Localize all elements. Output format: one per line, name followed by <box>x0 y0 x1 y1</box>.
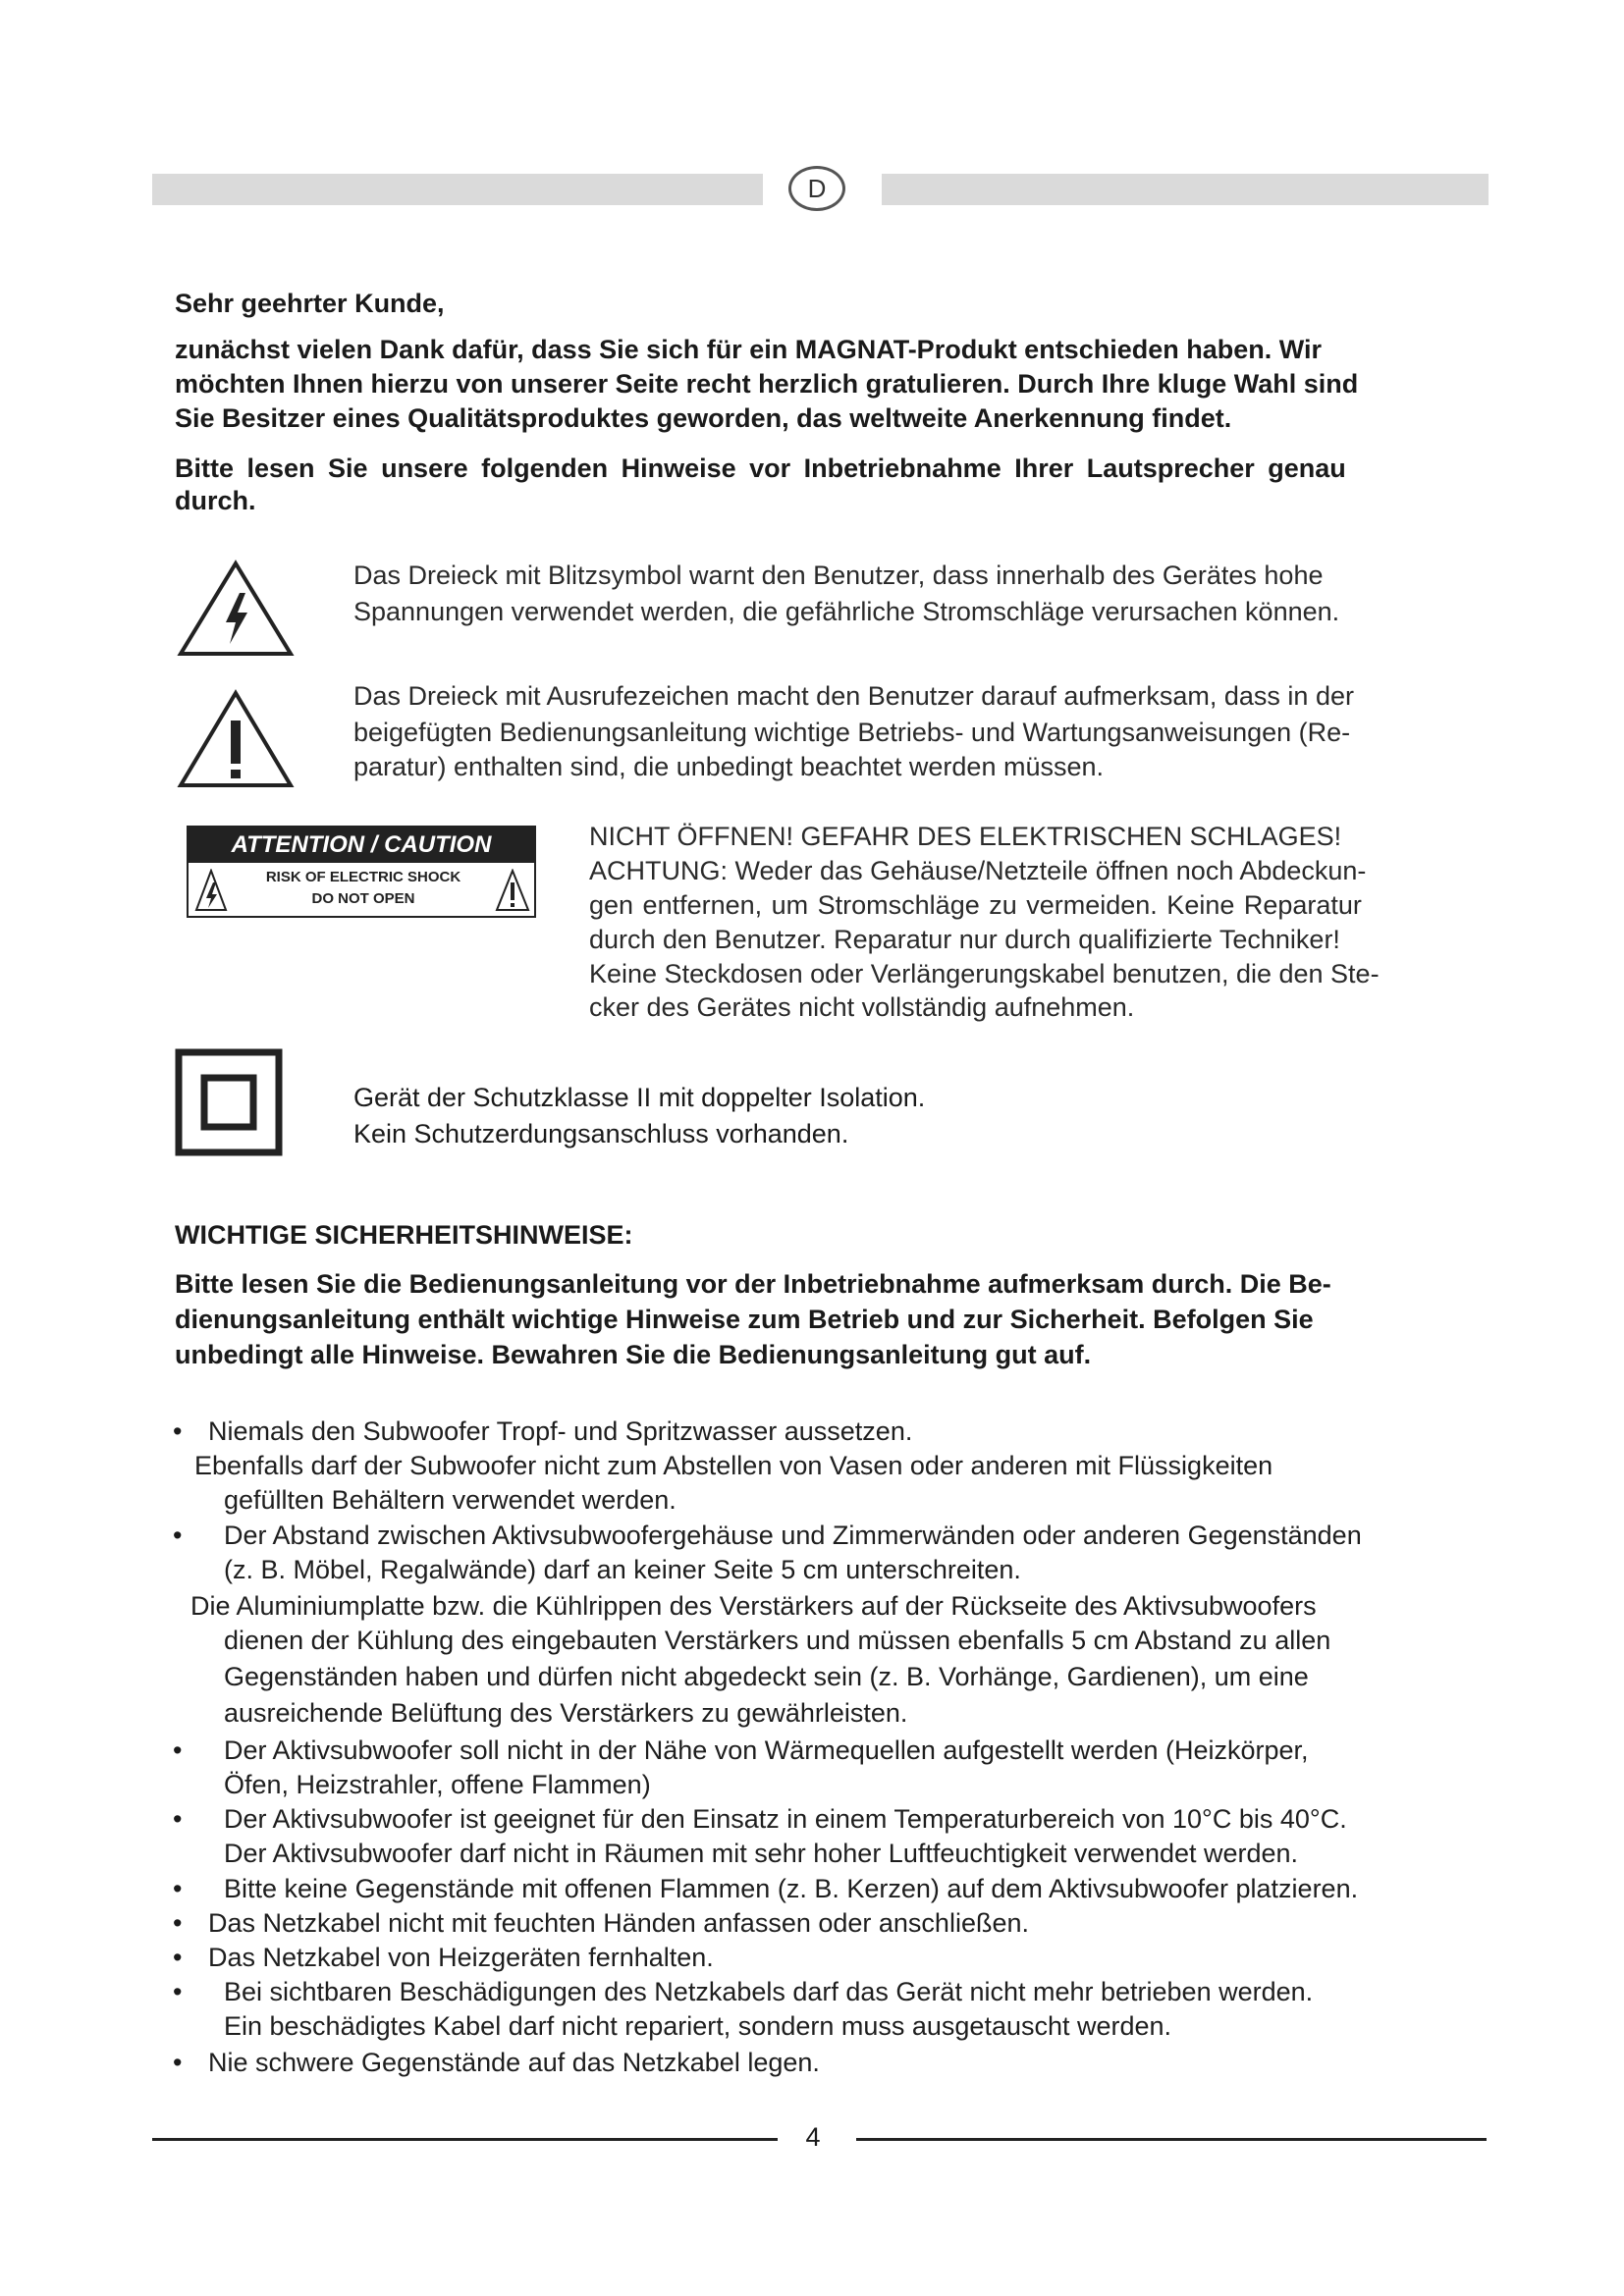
protection-class-2-icon <box>175 1048 283 1156</box>
class2-text-2: Kein Schutzerdungsanschluss vorhanden. <box>353 1119 849 1148</box>
list-item: Bitte keine Gegenstände mit offenen Flammen (z. B. Kerzen) auf dem Aktivsubwoofer platzieren. <box>224 1874 1359 1903</box>
caution-label-line-1: RISK OF ELECTRIC SHOCK <box>265 869 461 885</box>
lightning-text-1: Das Dreieck mit Blitzsymbol warnt den Benutzer, dass innerhalb des Gerätes hohe <box>353 561 1324 590</box>
caution-text-2: ACHTUNG: Weder das Gehäuse/Netzteile öffnen noch Abdeckun- <box>589 856 1367 885</box>
caution-text-1: NICHT ÖFFNEN! GEFAHR DES ELEKTRISCHEN SCHLAGES! <box>589 822 1342 851</box>
bullet-6: • <box>173 1908 183 1938</box>
list-item: ausreichende Belüftung des Verstärkers zu gewährleisten. <box>224 1698 908 1728</box>
page-number: 4 <box>805 2122 821 2152</box>
list-item: dienen der Kühlung des eingebauten Verstärkers und müssen ebenfalls 5 cm Abstand zu allen <box>224 1626 1331 1655</box>
footer-rule-left <box>152 2138 778 2141</box>
footer-rule-right <box>856 2138 1487 2141</box>
read-line-2: durch. <box>175 486 256 515</box>
list-item: Ein beschädigtes Kabel darf nicht repariert, sondern muss ausgetauscht werden. <box>224 2011 1172 2041</box>
lightning-text-2: Spannungen verwendet werden, die gefährliche Stromschläge verursachen können. <box>353 597 1340 626</box>
bullet-3: • <box>173 1735 183 1765</box>
bullet-1: • <box>173 1416 183 1446</box>
list-item: Gegenständen haben und dürfen nicht abgedeckt sein (z. B. Vorhänge, Gardienen), um eine <box>224 1662 1309 1691</box>
list-item: Bei sichtbaren Beschädigungen des Netzkabels darf das Gerät nicht mehr betrieben werden. <box>224 1977 1314 2006</box>
caution-label-line-2: DO NOT OPEN <box>311 890 415 907</box>
lightning-warning-icon <box>177 560 295 658</box>
header-bar-right <box>882 174 1489 205</box>
thanks-line-3: Sie Besitzer eines Qualitätsproduktes geworden, das weltweite Anerkennung findet. <box>175 403 1232 433</box>
caution-text-6: cker des Gerätes nicht vollständig aufnehmen. <box>589 992 1135 1022</box>
list-item: Der Aktivsubwoofer soll nicht in der Nähe von Wärmequellen aufgestellt werden (Heizkörper, <box>224 1735 1309 1765</box>
exclamation-text-1: Das Dreieck mit Ausrufezeichen macht den Benutzer darauf aufmerksam, dass in der <box>353 681 1354 711</box>
header-bar-left <box>152 174 763 205</box>
salutation: Sehr geehrter Kunde, <box>175 289 445 318</box>
thanks-line-2: möchten Ihnen hierzu von unserer Seite recht herzlich gratulieren. Durch Ihre kluge Wahl sind <box>175 369 1359 399</box>
caution-label-title: ATTENTION / CAUTION <box>189 828 534 863</box>
safety-intro-2: dienungsanleitung enthält wichtige Hinweise zum Betrieb und zur Sicherheit. Befolgen Sie <box>175 1305 1314 1334</box>
thanks-line-1: zunächst vielen Dank dafür, dass Sie sich für ein MAGNAT-Produkt entschieden haben. Wir <box>175 335 1323 364</box>
list-item: Das Netzkabel von Heizgeräten fernhalten. <box>208 1943 714 1972</box>
language-badge: D <box>788 166 845 211</box>
list-item: Ebenfalls darf der Subwoofer nicht zum Abstellen von Vasen oder anderen mit Flüssigkeiten <box>194 1451 1273 1480</box>
list-item: Nie schwere Gegenstände auf das Netzkabel legen. <box>208 2048 820 2077</box>
caution-label <box>187 826 536 918</box>
list-item: Der Abstand zwischen Aktivsubwoofergehäuse und Zimmerwänden oder anderen Gegenständen <box>224 1521 1362 1550</box>
read-line-1: Bitte lesen Sie unsere folgenden Hinweise vor Inbetriebnahme Ihrer Lautsprecher genau <box>175 454 1346 483</box>
exclamation-warning-icon <box>177 689 295 791</box>
bullet-4: • <box>173 1804 183 1834</box>
caution-exclamation-icon <box>495 869 530 912</box>
list-item: gefüllten Behältern verwendet werden. <box>224 1485 677 1515</box>
caution-lightning-icon <box>194 869 228 912</box>
list-item: Die Aluminiumplatte bzw. die Kühlrippen des Verstärkers auf der Rückseite des Aktivsubwoofers <box>190 1591 1317 1621</box>
list-item: Der Aktivsubwoofer darf nicht in Räumen mit sehr hoher Luftfeuchtigkeit verwendet werden. <box>224 1839 1299 1868</box>
list-item: Das Netzkabel nicht mit feuchten Händen anfassen oder anschließen. <box>208 1908 1029 1938</box>
safety-intro-3: unbedingt alle Hinweise. Bewahren Sie die Bedienungsanleitung gut auf. <box>175 1340 1092 1369</box>
bullet-9: • <box>173 2048 183 2077</box>
list-item: (z. B. Möbel, Regalwände) darf an keiner Seite 5 cm unterschreiten. <box>224 1555 1021 1584</box>
list-item: Öfen, Heizstrahler, offene Flammen) <box>224 1770 651 1799</box>
list-item: Der Aktivsubwoofer ist geeignet für den Einsatz in einem Temperaturbereich von 10°C bis 40°C. <box>224 1804 1347 1834</box>
bullet-5: • <box>173 1874 183 1903</box>
exclamation-text-3: paratur) enthalten sind, die unbedingt beachtet werden müssen. <box>353 752 1105 781</box>
class2-text-1: Gerät der Schutzklasse II mit doppelter Isolation. <box>353 1083 926 1112</box>
exclamation-text-2: beigefügten Bedienungsanleitung wichtige Betriebs- und Wartungsanweisungen (Re- <box>353 718 1351 747</box>
bullet-8: • <box>173 1977 183 2006</box>
bullet-2: • <box>173 1521 183 1550</box>
safety-heading: WICHTIGE SICHERHEITSHINWEISE: <box>175 1220 633 1250</box>
caution-text-5: Keine Steckdosen oder Verlängerungskabel benutzen, die den Ste- <box>589 959 1380 988</box>
bullet-7: • <box>173 1943 183 1972</box>
caution-text-3: gen entfernen, um Stromschläge zu vermeiden. Keine Reparatur <box>589 890 1362 920</box>
safety-intro-1: Bitte lesen Sie die Bedienungsanleitung vor der Inbetriebnahme aufmerksam durch. Die Be- <box>175 1269 1331 1299</box>
caution-text-4: durch den Benutzer. Reparatur nur durch qualifizierte Techniker! <box>589 925 1340 954</box>
list-item: Niemals den Subwoofer Tropf- und Spritzwasser aussetzen. <box>208 1416 913 1446</box>
